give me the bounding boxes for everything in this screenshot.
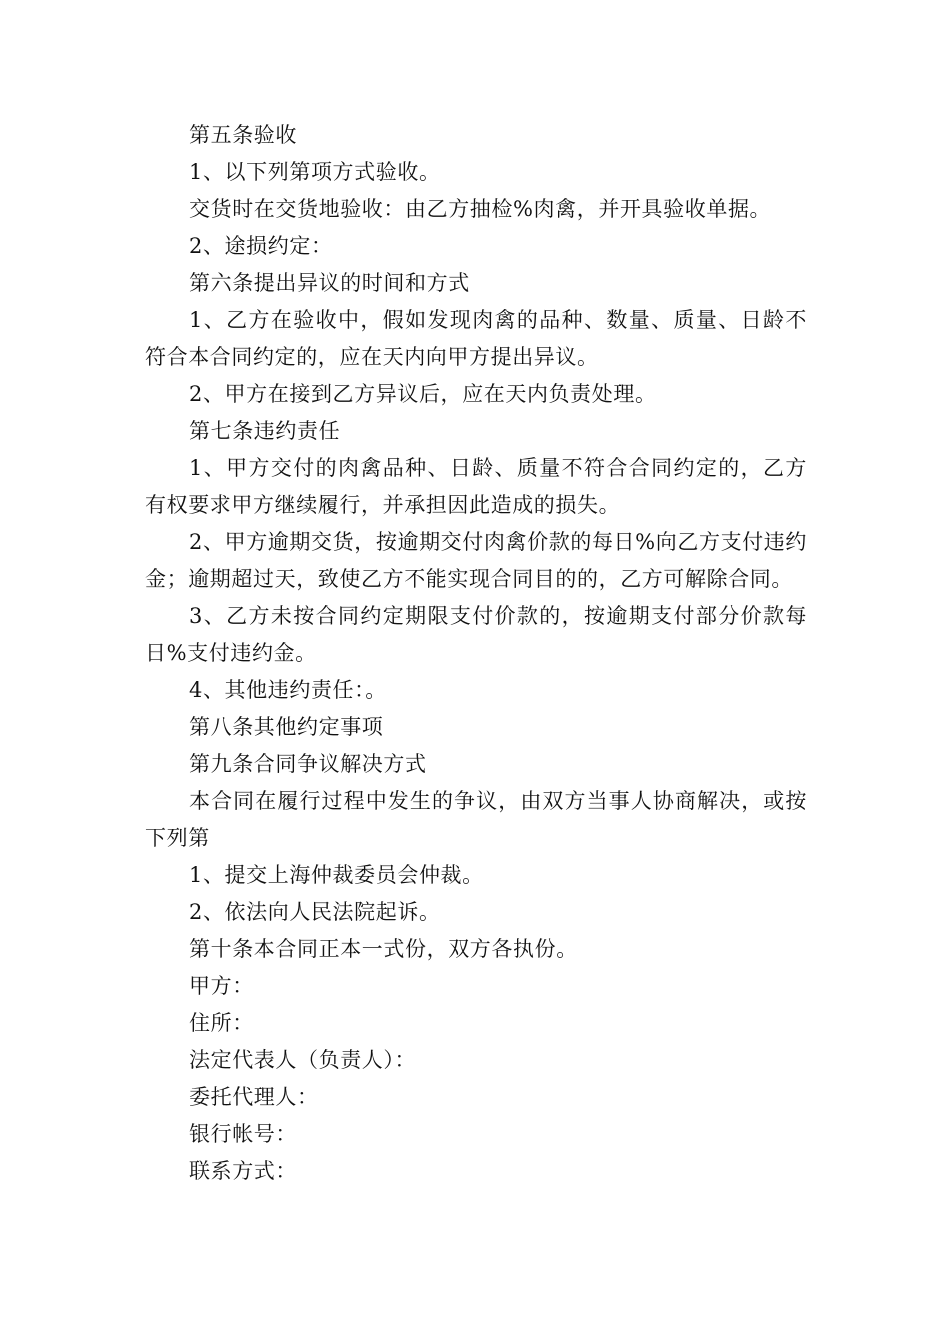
bank-account-label: 银行帐号： xyxy=(189,1122,297,1146)
article-6-item-2: 2、甲方在接到乙方异议后，应在天内负责处理。 xyxy=(189,382,657,406)
article-5-item-1-detail: 交货时在交货地验收：由乙方抽检%肉禽，并开具验收单据。 xyxy=(189,197,772,221)
article-8-heading: 第八条其他约定事项 xyxy=(189,715,384,739)
article-7-item-1: 1、甲方交付的肉禽品种、日龄、质量不符合合同约定的，乙方有权要求甲方继续履行，并承担因此造成的损失。 xyxy=(145,456,807,517)
party-a-label: 甲方： xyxy=(189,974,254,998)
article-9-item-2: 2、依法向人民法院起诉。 xyxy=(189,900,441,924)
article-6-item-1: 1、乙方在验收中，假如发现肉禽的品种、数量、质量、日龄不符合本合同约定的，应在天内向甲方提出异议。 xyxy=(145,308,807,369)
article-9-body: 本合同在履行过程中发生的争议，由双方当事人协商解决，或按下列第 xyxy=(145,789,807,850)
article-7-item-2: 2、甲方逾期交货，按逾期交付肉禽价款的每日%向乙方支付违约金；逾期超过天，致使乙方不能实现合同目的的，乙方可解除合同。 xyxy=(145,530,807,591)
contact-label: 联系方式： xyxy=(189,1159,297,1183)
article-9-heading: 第九条合同争议解决方式 xyxy=(189,752,427,776)
article-5-item-1: 1、以下列第项方式验收。 xyxy=(189,160,441,184)
article-7-heading: 第七条违约责任 xyxy=(189,419,341,443)
article-7-item-3: 3、乙方未按合同约定期限支付价款的，按逾期支付部分价款每日%支付违约金。 xyxy=(145,604,807,665)
article-9-item-1: 1、提交上海仲裁委员会仲裁。 xyxy=(189,863,484,887)
article-6-heading: 第六条提出异议的时间和方式 xyxy=(189,271,470,295)
document-body xyxy=(145,117,807,1190)
article-10-heading: 第十条本合同正本一式份，双方各执份。 xyxy=(189,937,578,961)
article-5-item-2: 2、途损约定： xyxy=(189,234,333,258)
address-label: 住所： xyxy=(189,1011,254,1035)
authorized-agent-label: 委托代理人： xyxy=(189,1085,319,1109)
article-7-item-4: 4、其他违约责任：。 xyxy=(189,678,387,702)
legal-representative-label: 法定代表人（负责人）： xyxy=(189,1048,417,1072)
article-5-heading: 第五条验收 xyxy=(189,123,297,147)
